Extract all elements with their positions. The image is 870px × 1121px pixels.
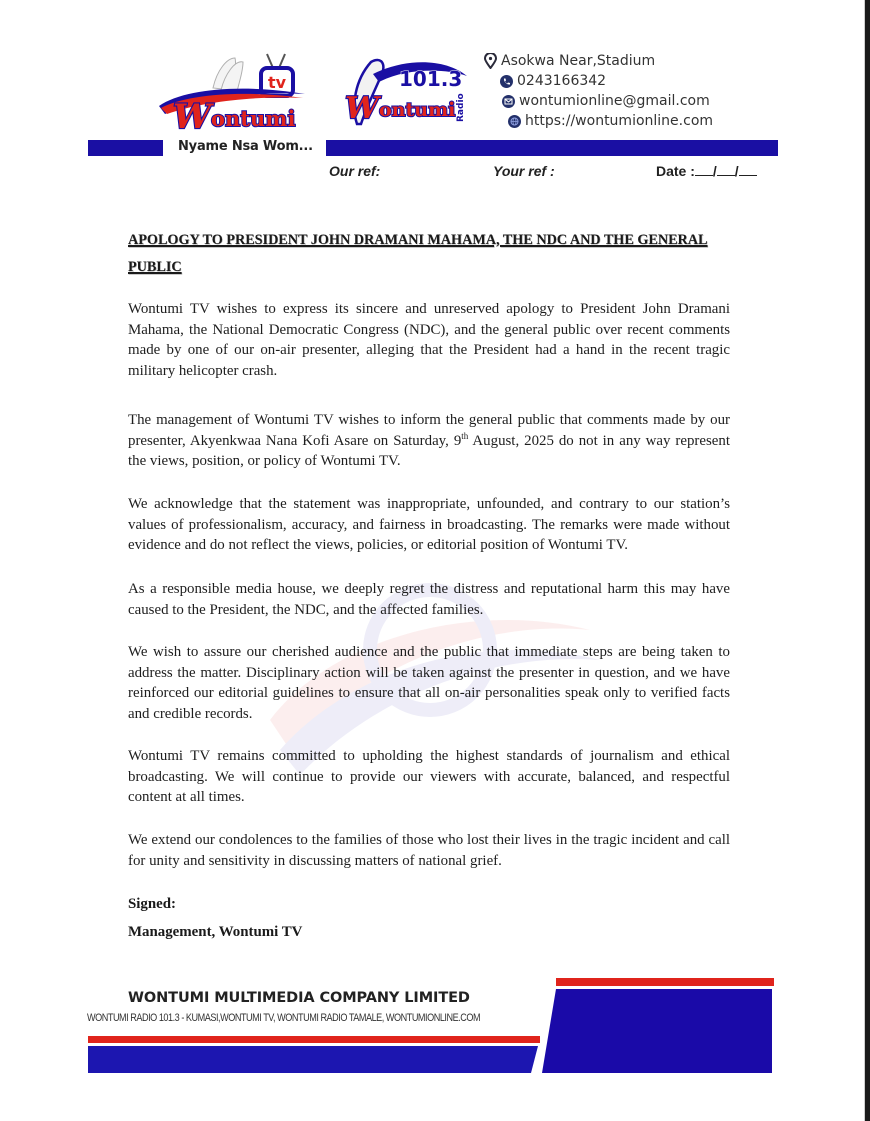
paragraph-condolences: We extend our condolences to the families of those who lost their lives in the tragic incident and call for unity and sensitivity in discussing matters of national grief. <box>128 832 730 869</box>
date-sep-2: / <box>734 163 739 179</box>
phone-icon <box>500 75 513 88</box>
praying-hands-icon <box>213 58 243 92</box>
website-text: https://wontumionline.com <box>525 113 714 129</box>
contact-email <box>502 91 713 111</box>
tagline: Nyame Nsa Wom... <box>178 139 313 154</box>
paragraph-disclaimer-text-end: August, 2025 do not in any way represent the views, position, or policy of Wontumi TV. <box>128 432 730 470</box>
paragraph-disclaimer <box>128 410 730 472</box>
paragraph-regret: As a responsible media house, we deeply regret the distress and reputational harm this may have caused to the President, the NDC, and the affected families. <box>128 581 730 618</box>
company-subsidiaries: WONTUMI RADIO 101.3 - KUMASI,WONTUMI TV, WONTUMI RADIO TAMALE, WONTUMIONLINE.COM <box>87 1012 481 1024</box>
paragraph-action: We wish to assure our cherished audience and the public that immediate steps are being taken to address the matter. Disciplinary action will be taken against the presenter in question, and we have reinforced our editorial guidelines to ensure that all on-air personalities speak only to verified facts and credible records. <box>128 644 730 722</box>
phone-text: 0243166342 <box>517 73 607 89</box>
svg-text:Radio: Radio <box>456 93 466 122</box>
header-bar-left <box>88 140 163 156</box>
footer-blue-block-right <box>542 989 772 1073</box>
signatory: Management, Wontumi TV <box>128 924 303 940</box>
paragraph-apology: Wontumi TV wishes to express its sincere and unreserved apology to President John Dramani Mahama, the National Democratic Congress (NDC), and the general public over recent comments made by one of our on-air presenter, alleging that the President had a hand in the recent tragic military helicopter crash. <box>128 301 730 379</box>
date-month-blank <box>717 163 735 176</box>
svg-text:tv: tv <box>267 73 287 92</box>
company-name: WONTUMI MULTIMEDIA COMPANY LIMITED <box>128 990 470 1006</box>
paragraph-disclaimer-text: The management of Wontumi TV wishes to inform the general public that comments made by our presenter, Akyenkwaa Nana Kofi Asare on Saturday, 9 <box>128 412 730 449</box>
footer-red-stripe-right <box>556 978 774 986</box>
date-year-blank <box>739 163 757 176</box>
your-ref-label: Your ref : <box>493 163 555 179</box>
globe-icon <box>508 115 521 128</box>
our-ref-label: Our ref: <box>329 163 381 179</box>
footer-red-stripe-left <box>88 1036 540 1043</box>
svg-text:W: W <box>173 97 212 136</box>
contact-phone <box>500 71 713 91</box>
date-field <box>656 163 757 179</box>
ordinal-suffix: th <box>461 430 469 441</box>
svg-text:ontumi: ontumi <box>379 99 456 121</box>
paragraph-commitment: Wontumi TV remains committed to upholding the highest standards of journalism and ethical broadcasting. We will continue to provide our viewers with accurate, balanced, and respectful content at all times. <box>128 748 730 806</box>
svg-text:101.3: 101.3 <box>399 67 463 91</box>
contact-info <box>484 51 713 131</box>
page-edge-shadow <box>865 0 870 1121</box>
location-pin-icon <box>484 55 497 68</box>
date-sep-1: / <box>712 163 717 179</box>
contact-address <box>484 51 713 71</box>
footer-blue-block-left <box>88 1046 538 1073</box>
date-day-blank <box>695 163 713 176</box>
email-icon <box>502 95 515 108</box>
wontumi-tv-logo <box>155 48 315 136</box>
signed-label: Signed: <box>128 896 176 912</box>
paragraph-acknowledgement: We acknowledge that the statement was inappropriate, unfounded, and contrary to our station’s values of professionalism, accuracy, and fairness in broadcasting. The remarks were made without evidence and do not reflect the views, policies, or editorial position of Wontumi TV. <box>128 496 730 554</box>
address-text: Asokwa Near,Stadium <box>501 53 656 69</box>
svg-text:W: W <box>345 91 379 126</box>
date-label: Date : <box>656 163 695 179</box>
letter-title: APOLOGY TO PRESIDENT JOHN DRAMANI MAHAMA, THE NDC AND THE GENERAL PUBLIC <box>128 232 708 275</box>
svg-text:ontumi: ontumi <box>211 106 296 131</box>
contact-website <box>508 111 713 131</box>
email-text: wontumionline@gmail.com <box>519 93 710 109</box>
header-bar-right <box>326 140 778 156</box>
wontumi-radio-logo <box>335 50 475 132</box>
